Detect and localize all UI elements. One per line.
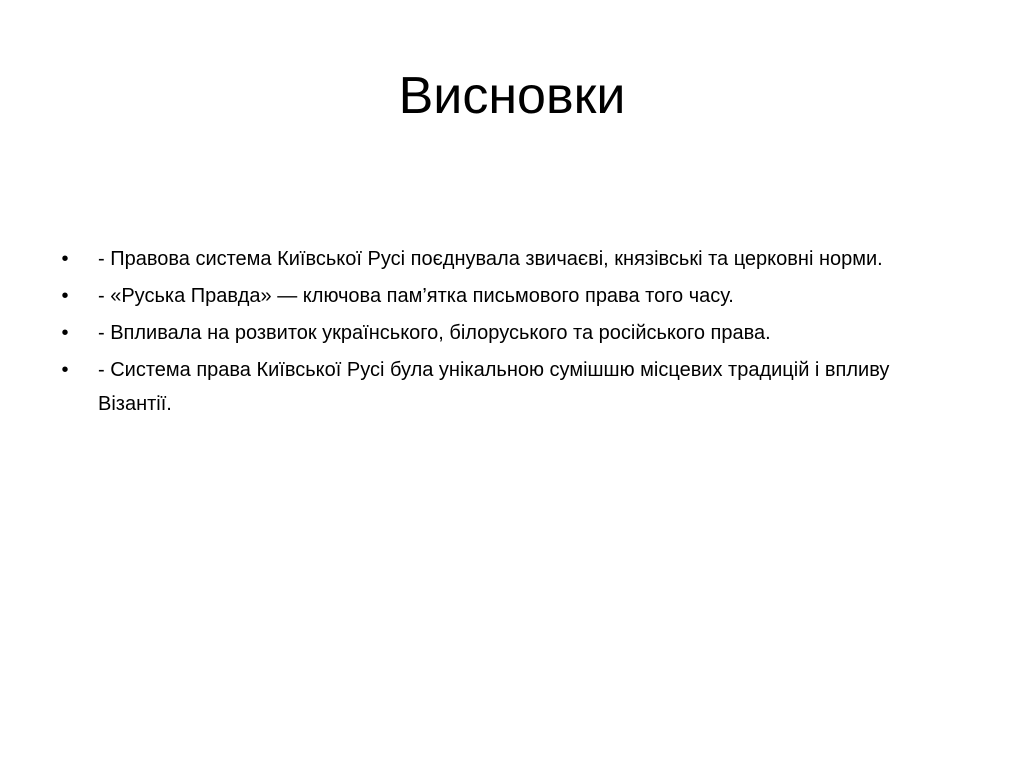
list-item [58,316,958,350]
list-item-text: - Впливала на розвиток українського, білоруського та російського права. [98,322,771,344]
bullet-icon: • [61,285,69,307]
list-item [58,279,958,313]
list-item-text: - Система права Київської Русі була унікальною сумішшю місцевих традицій і впливу Візантії. [98,359,890,415]
list-item-text: - «Руська Правда» — ключова пам’ятка письмового права того часу. [98,285,734,307]
slide-title: Висновки [398,67,626,125]
list-item-text: - Правова система Київської Русі поєднувала звичаєві, князівські та церковні норми. [98,248,883,270]
list-item [58,242,958,276]
bullet-icon: • [61,359,69,381]
bullet-icon: • [61,322,69,344]
list-item [58,353,958,421]
bullet-list [58,242,958,424]
bullet-icon: • [61,248,69,270]
